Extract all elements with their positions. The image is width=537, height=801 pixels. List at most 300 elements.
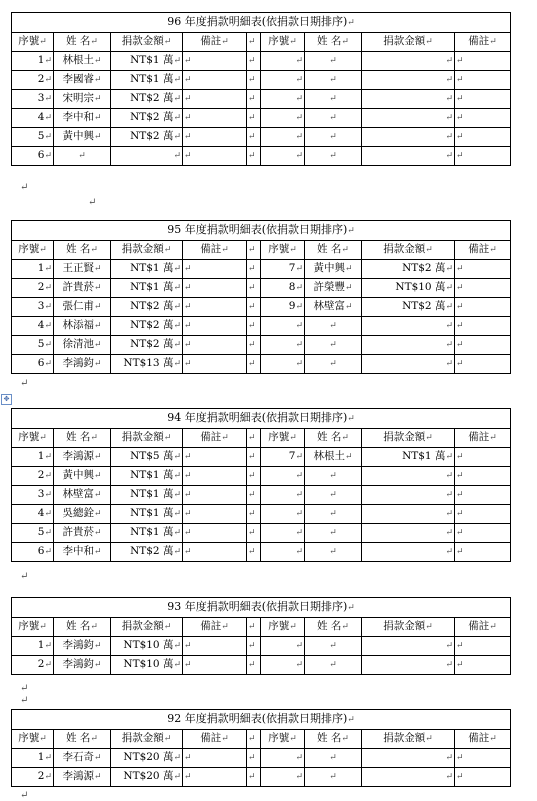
table-cell[interactable] [455,52,511,71]
paragraph-mark-icon: ↵ [456,772,464,782]
table-cell[interactable] [455,486,511,505]
table-cell[interactable] [362,71,455,90]
table-cell[interactable] [111,505,183,524]
table-row [12,317,511,336]
paragraph-mark-icon: ↵ [93,283,102,293]
column-header[interactable] [111,241,183,260]
table-cell[interactable] [183,147,247,166]
table-cell[interactable] [261,279,305,298]
table-cell[interactable] [12,486,54,505]
column-header[interactable] [261,33,305,52]
column-header[interactable] [362,241,455,260]
table-cell[interactable] [247,637,261,656]
paragraph-mark-icon: ↵ [295,509,303,519]
column-header[interactable] [362,33,455,52]
table-cell[interactable] [261,524,305,543]
table-cell[interactable] [12,749,54,768]
table-cell[interactable] [183,90,247,109]
paragraph-mark-icon: ↵ [184,772,192,782]
table-cell[interactable] [247,543,261,562]
table-cell[interactable] [247,52,261,71]
table-cell[interactable] [12,128,54,147]
table-cell-text: 李鴻源 [62,450,94,462]
column-header[interactable] [54,33,111,52]
table-cell[interactable] [183,768,247,787]
table-cell[interactable] [261,109,305,128]
table-cell[interactable] [12,505,54,524]
table-cell[interactable] [111,524,183,543]
table-cell[interactable] [261,505,305,524]
table-cell[interactable] [261,336,305,355]
paragraph-mark-icon: ↵ [445,528,453,538]
table-title-row [12,221,511,241]
paragraph-mark-icon: ↵ [295,75,303,85]
table-cell[interactable] [111,355,183,374]
table-cell[interactable] [247,768,261,787]
table-cell[interactable] [261,448,305,467]
table-cell[interactable] [111,71,183,90]
column-header[interactable] [111,429,183,448]
paragraph-mark-icon: ↵ [248,340,256,350]
column-header[interactable] [111,618,183,637]
paragraph-mark-icon: ↵ [248,452,256,462]
table-cell[interactable] [54,505,111,524]
table-cell[interactable] [111,448,183,467]
column-header[interactable] [183,730,247,749]
column-header[interactable] [183,241,247,260]
table-cell[interactable] [12,298,54,317]
table-cell[interactable] [54,448,111,467]
table-cell[interactable] [111,656,183,675]
table-cell[interactable] [455,656,511,675]
table-cell[interactable] [183,71,247,90]
table-cell[interactable] [261,656,305,675]
paragraph-mark-icon: ↵ [445,547,453,557]
table-cell[interactable] [247,355,261,374]
column-header[interactable] [455,241,511,260]
table-cell[interactable] [362,109,455,128]
table-cell[interactable] [183,260,247,279]
table-cell[interactable] [455,279,511,298]
table-cell[interactable] [111,147,183,166]
table-cell[interactable] [455,467,511,486]
table-cell[interactable] [183,448,247,467]
column-header[interactable] [305,33,362,52]
paragraph-mark-icon: ↵ [184,471,192,481]
column-header[interactable] [12,241,54,260]
column-header-text: 備註 [200,243,222,255]
table-cell[interactable] [305,52,362,71]
paragraph-mark-icon: ↵ [173,56,181,66]
table-cell[interactable] [12,448,54,467]
table-cell[interactable] [261,298,305,317]
column-header[interactable] [455,618,511,637]
paragraph-mark-icon: ↵ [445,772,453,782]
table-cell[interactable] [305,90,362,109]
table-cell[interactable] [305,109,362,128]
table-cell[interactable] [12,317,54,336]
table-cell[interactable] [12,467,54,486]
table-cell[interactable] [111,298,183,317]
table-cell[interactable] [305,524,362,543]
column-header[interactable] [183,429,247,448]
table-cell[interactable] [305,505,362,524]
table-cell[interactable] [305,279,362,298]
paragraph-mark-icon: ↵ [90,622,98,632]
table-cell[interactable] [261,317,305,336]
table-cell[interactable] [455,336,511,355]
table-cell[interactable] [54,355,111,374]
table-cell[interactable] [183,505,247,524]
table-row [12,52,511,71]
column-header[interactable] [305,429,362,448]
table-cell[interactable] [455,749,511,768]
table-cell[interactable] [305,147,362,166]
table-cell[interactable] [54,147,111,166]
paragraph-mark-icon: ↵ [44,302,52,312]
table-cell[interactable] [12,768,54,787]
table-cell[interactable] [362,637,455,656]
table-cell[interactable] [183,749,247,768]
table-cell[interactable] [54,298,111,317]
table-cell[interactable] [362,749,455,768]
column-header[interactable] [362,730,455,749]
table-cell[interactable] [362,543,455,562]
table-cell[interactable] [247,90,261,109]
table-cell[interactable] [54,524,111,543]
table-cell[interactable] [247,147,261,166]
table-cell[interactable] [183,336,247,355]
paragraph-mark-icon: ↵ [184,75,192,85]
column-header[interactable] [111,33,183,52]
table-cell[interactable] [111,260,183,279]
paragraph-mark-icon: ↵ [248,283,256,293]
table-cell[interactable] [12,71,54,90]
table-cell[interactable] [261,147,305,166]
table-cell[interactable] [111,109,183,128]
table-cell[interactable] [183,52,247,71]
table-cell[interactable] [261,486,305,505]
paragraph-mark-icon: ↵ [456,94,464,104]
paragraph-mark-icon: ↵ [445,113,453,123]
table-cell[interactable] [54,467,111,486]
table-cell[interactable] [455,448,511,467]
table-cell[interactable] [305,298,362,317]
table-cell[interactable] [12,543,54,562]
paragraph-mark-icon: ↵ [329,151,337,161]
table-cell-text: 1 [37,639,45,651]
table-cell[interactable] [111,128,183,147]
table-cell[interactable] [54,90,111,109]
table-cell[interactable] [54,768,111,787]
column-header[interactable] [455,429,511,448]
table-cell[interactable] [362,128,455,147]
column-header[interactable] [183,618,247,637]
table-cell[interactable] [247,128,261,147]
table-cell[interactable] [111,749,183,768]
table-cell[interactable] [305,467,362,486]
table-cell[interactable] [12,355,54,374]
table-cell[interactable] [362,505,455,524]
column-header[interactable] [247,618,261,637]
table-cell[interactable] [305,486,362,505]
table-cell[interactable] [305,317,362,336]
table-cell[interactable] [12,524,54,543]
column-header-text: 姓 名 [66,35,91,47]
table-cell[interactable] [362,467,455,486]
table-cell[interactable] [362,260,455,279]
table-cell[interactable] [455,298,511,317]
column-header-text: 序號 [18,431,40,443]
table-cell[interactable] [247,524,261,543]
table-cell[interactable] [455,147,511,166]
column-header[interactable] [455,730,511,749]
column-header[interactable] [455,33,511,52]
table-cell[interactable] [247,448,261,467]
table-cell[interactable] [247,656,261,675]
table-cell[interactable] [111,486,183,505]
paragraph-mark-icon: ↵ [456,56,464,66]
table-cell[interactable] [12,336,54,355]
table-cell[interactable] [261,637,305,656]
table-cell[interactable] [183,355,247,374]
column-header[interactable] [247,33,261,52]
table-cell[interactable] [305,656,362,675]
table-cell[interactable] [305,749,362,768]
table-cell[interactable] [362,336,455,355]
column-header[interactable] [261,429,305,448]
paragraph-mark-icon: ↵ [173,452,181,462]
table-cell[interactable] [305,543,362,562]
table-cell-text: 王正賢 [62,262,94,274]
table-cell[interactable] [455,71,511,90]
table-cell[interactable] [261,749,305,768]
column-header[interactable] [54,618,111,637]
table-cell[interactable] [455,109,511,128]
table-cell[interactable] [111,543,183,562]
column-header[interactable] [247,241,261,260]
table-title[interactable] [12,221,511,241]
table-cell[interactable] [362,52,455,71]
table-cell[interactable] [54,128,111,147]
column-header-text: 序號 [18,620,40,632]
table-cell[interactable] [111,637,183,656]
table-cell[interactable] [455,90,511,109]
table-cell[interactable] [54,71,111,90]
table-cell[interactable] [54,52,111,71]
table-cell[interactable] [305,448,362,467]
column-header[interactable] [111,730,183,749]
table-cell[interactable] [247,749,261,768]
paragraph-mark-icon: ↵ [295,641,303,651]
table-cell[interactable] [261,768,305,787]
donation-table [11,597,511,675]
table-cell[interactable] [455,355,511,374]
table-cell[interactable] [54,279,111,298]
table-cell[interactable] [54,637,111,656]
paragraph-mark-icon: ↵ [248,359,256,369]
table-cell[interactable] [111,768,183,787]
table-cell[interactable] [183,128,247,147]
table-cell[interactable] [362,298,455,317]
table-cell-text: NT$2 萬 [130,545,174,557]
table-cell[interactable] [54,543,111,562]
table-cell[interactable] [455,524,511,543]
table-cell[interactable] [305,355,362,374]
table-cell[interactable] [111,336,183,355]
table-title[interactable] [12,409,511,429]
column-header-text: 姓 名 [66,431,91,443]
table-cell[interactable] [261,355,305,374]
column-header-text: 捐款金額 [383,35,426,47]
table-cell[interactable] [362,768,455,787]
table-cell[interactable] [455,637,511,656]
table-cell[interactable] [247,279,261,298]
table-cell[interactable] [183,486,247,505]
column-header[interactable] [54,429,111,448]
table-title-text: 96 年度捐款明細表(依捐款日期排序) [167,15,348,28]
table-cell[interactable] [362,355,455,374]
column-header[interactable] [305,618,362,637]
table-cell[interactable] [247,298,261,317]
table-cell[interactable] [247,336,261,355]
column-header[interactable] [247,429,261,448]
column-header[interactable] [12,33,54,52]
table-cell[interactable] [305,128,362,147]
table-cell[interactable] [261,260,305,279]
paragraph-mark-icon: ↵ [44,151,52,161]
table-cell[interactable] [183,637,247,656]
table-cell[interactable] [247,486,261,505]
table-cell[interactable] [111,279,183,298]
table-row [12,637,511,656]
table-cell[interactable] [455,317,511,336]
table-cell[interactable] [183,543,247,562]
table-cell[interactable] [247,71,261,90]
table-cell[interactable] [54,749,111,768]
table-title[interactable] [12,710,511,730]
table-cell[interactable] [111,317,183,336]
table-cell[interactable] [362,90,455,109]
table-cell[interactable] [455,128,511,147]
table-cell[interactable] [362,486,455,505]
column-header[interactable] [54,730,111,749]
paragraph-mark-icon: ↵ [184,641,192,651]
table-cell[interactable] [362,656,455,675]
table-cell[interactable] [183,467,247,486]
table-cell[interactable] [12,147,54,166]
table-cell-text: 徐清池 [62,338,94,350]
table-cell[interactable] [261,467,305,486]
table-cell[interactable] [455,260,511,279]
table-cell[interactable] [12,656,54,675]
table-cell[interactable] [183,109,247,128]
column-header[interactable] [261,730,305,749]
table-cell[interactable] [183,279,247,298]
column-header[interactable] [261,618,305,637]
table-cell[interactable] [12,260,54,279]
table-cell[interactable] [305,336,362,355]
table-cell[interactable] [183,656,247,675]
table-cell[interactable] [362,448,455,467]
column-header[interactable] [305,730,362,749]
table-cell[interactable] [54,336,111,355]
table-cell[interactable] [111,52,183,71]
table-cell[interactable] [12,90,54,109]
table-cell[interactable] [183,524,247,543]
table-cell[interactable] [54,109,111,128]
table-cell[interactable] [54,260,111,279]
table-cell[interactable] [12,637,54,656]
table-cell-text: NT$1 萬 [402,450,446,462]
table-cell[interactable] [261,543,305,562]
column-header[interactable] [12,730,54,749]
table-cell[interactable] [305,260,362,279]
table-cell[interactable] [12,52,54,71]
table-cell[interactable] [362,147,455,166]
table-cell[interactable] [261,128,305,147]
column-header[interactable] [183,33,247,52]
table-cell[interactable] [12,109,54,128]
table-cell[interactable] [247,467,261,486]
table-cell[interactable] [54,317,111,336]
table-cell[interactable] [12,279,54,298]
table-cell[interactable] [54,486,111,505]
table-cell[interactable] [261,52,305,71]
table-cell[interactable] [247,260,261,279]
table-cell[interactable] [261,90,305,109]
table-cell[interactable] [362,317,455,336]
table-cell[interactable] [455,543,511,562]
table-cell[interactable] [305,637,362,656]
table-cell[interactable] [247,109,261,128]
paragraph-mark-icon: ↵ [445,283,453,293]
paragraph-mark-icon: ↵ [93,490,102,500]
table-cell[interactable] [261,71,305,90]
column-header[interactable] [247,730,261,749]
table-cell[interactable] [305,71,362,90]
table-cell[interactable] [362,279,455,298]
table-cell[interactable] [455,505,511,524]
table-cell-text: NT$13 萬 [123,357,174,369]
column-header[interactable] [362,429,455,448]
table-cell[interactable] [111,467,183,486]
column-header[interactable] [12,618,54,637]
column-header[interactable] [305,241,362,260]
table-row [12,128,511,147]
table-cell-text: 5 [37,130,45,142]
table-cell[interactable] [183,317,247,336]
table-cell[interactable] [247,317,261,336]
column-header[interactable] [12,429,54,448]
paragraph-mark-icon: ↵ [456,509,464,519]
paragraph-mark-icon: ↵ [173,509,181,519]
table-cell[interactable] [305,768,362,787]
table-cell[interactable] [362,524,455,543]
table-move-handle-icon[interactable]: ✥ [1,394,12,405]
column-header[interactable] [362,618,455,637]
table-cell[interactable] [455,768,511,787]
table-row [12,147,511,166]
table-cell[interactable] [183,298,247,317]
column-header[interactable] [261,241,305,260]
table-title[interactable] [12,13,511,33]
table-cell[interactable] [54,656,111,675]
table-cell[interactable] [247,505,261,524]
table-cell[interactable] [111,90,183,109]
table-title[interactable] [12,598,511,618]
column-header[interactable] [54,241,111,260]
